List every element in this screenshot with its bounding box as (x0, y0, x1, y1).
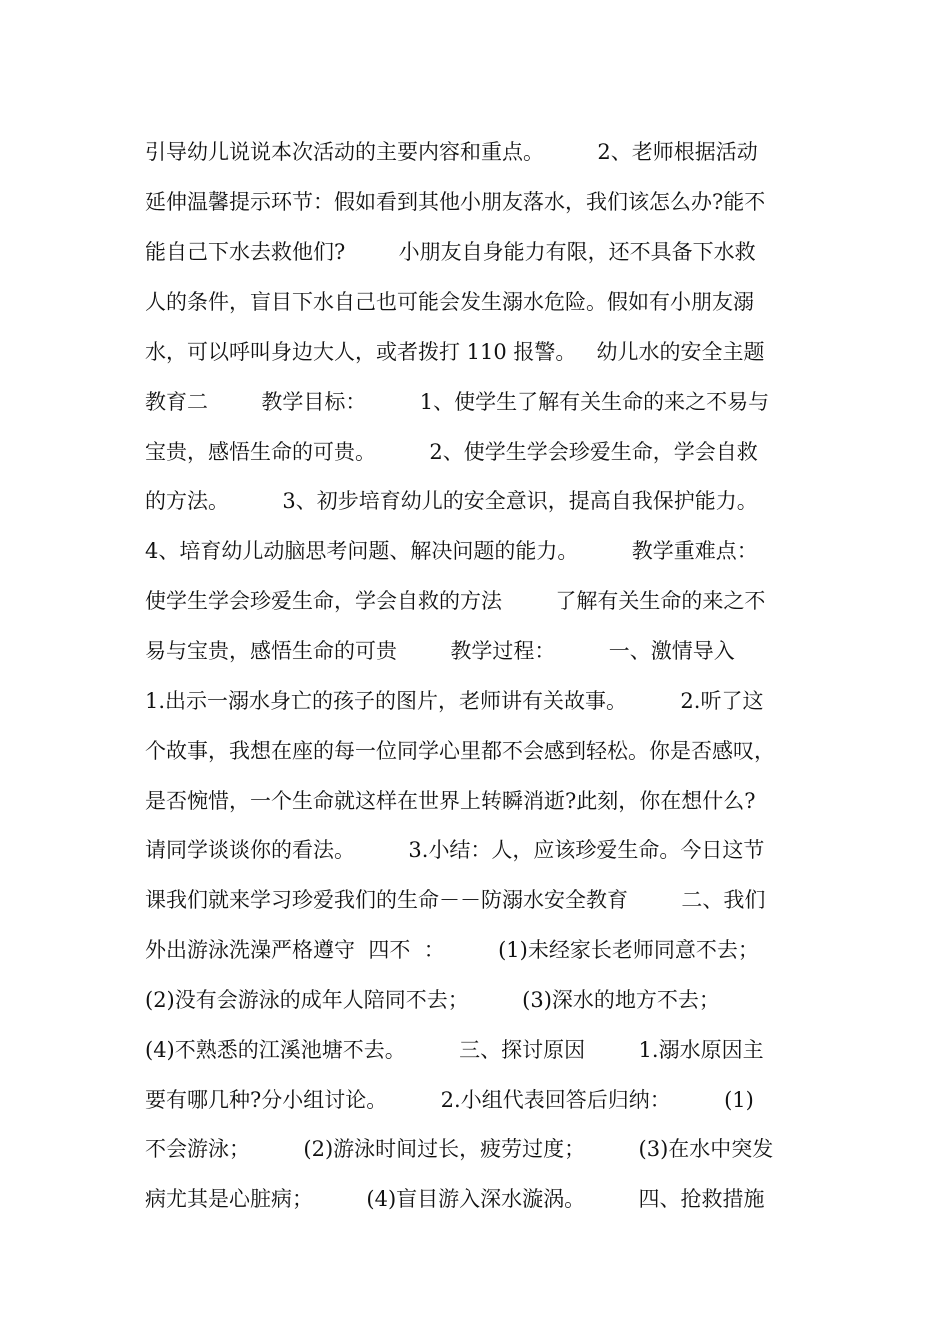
text-line: 使学生学会珍爱生命，学会自救的方法 了解有关生命的来之不 (145, 589, 766, 613)
text-line: 宝贵，感悟生命的可贵。 2、使学生学会珍爱生命，学会自救 (145, 440, 758, 464)
text-line: 要有哪几种?分小组讨论。 2.小组代表回答后归纳： (1) (145, 1088, 754, 1112)
text-line: 外出游泳洗澡严格遵守 四不 ： (1)未经家长老师同意不去； (145, 938, 759, 962)
text-line: 水，可以呼叫身边大人，或者拨打 110 报警。 幼儿水的安全主题 (145, 340, 765, 364)
text-line: 引导幼儿说说本次活动的主要内容和重点。 2、老师根据活动 (145, 140, 758, 164)
text-line: 课我们就来学习珍爱我们的生命－－防溺水安全教育 二、我们 (145, 888, 766, 912)
text-line: 请同学谈谈你的看法。 3.小结：人，应该珍爱生命。今日这节 (145, 838, 765, 862)
text-line: (2)没有会游泳的成年人陪同不去； (3)深水的地方不去； (145, 988, 720, 1012)
text-line: 人的条件，盲目下水自己也可能会发生溺水危险。假如有小朋友溺 (145, 290, 754, 314)
text-line: (4)不熟悉的江溪池塘不去。 三、探讨原因 1.溺水原因主 (145, 1038, 764, 1062)
text-line: 个故事，我想在座的每一位同学心里都不会感到轻松。你是否感叹， (145, 739, 775, 763)
text-line: 1.出示一溺水身亡的孩子的图片，老师讲有关故事。 2.听了这 (145, 689, 764, 713)
text-line: 易与宝贵，感悟生命的可贵 教学过程： 一、激情导入 (145, 639, 735, 663)
text-line: 不会游泳； (2)游泳时间过长，疲劳过度； (3)在水中突发 (145, 1137, 774, 1161)
text-line: 教育二 教学目标： 1、使学生了解有关生命的来之不易与 (145, 390, 770, 414)
text-line: 延伸温馨提示环节：假如看到其他小朋友落水，我们该怎么办?能不 (145, 190, 766, 214)
text-line: 的方法。 3、初步培育幼儿的安全意识，提高自我保护能力。 (145, 489, 758, 513)
text-line: 病尤其是心脏病； (4)盲目游入深水漩涡。 四、抢救措施 (145, 1187, 765, 1211)
text-line: 能自己下水去救他们? 小朋友自身能力有限，还不具备下水救 (145, 240, 756, 264)
text-line: 是否惋惜，一个生命就这样在世界上转瞬消逝?此刻，你在想什么? (145, 789, 756, 813)
text-line: 4、培育幼儿动脑思考问题、解决问题的能力。 教学重难点： (145, 539, 758, 563)
